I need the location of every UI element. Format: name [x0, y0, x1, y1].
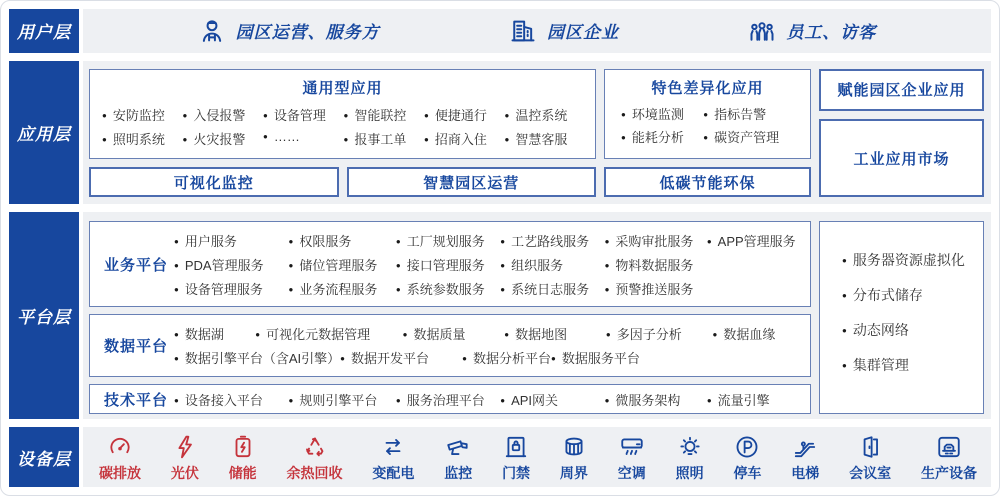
- platform-service-item: ● 用户服务: [174, 231, 289, 250]
- platform-service-item: ● 系统参数服务: [396, 279, 500, 298]
- ac-icon: [619, 434, 645, 460]
- platform-service-item: ● 业务流程服务: [289, 279, 396, 298]
- device-label: 照明: [675, 464, 704, 481]
- tech-platform-title: 技术平台: [103, 391, 168, 409]
- infrastructure-box: [819, 221, 984, 414]
- app-item: ● 便捷通行: [424, 105, 505, 124]
- business-row-1: [174, 231, 804, 250]
- platform-service-item: ● 可视化元数据管理: [255, 324, 402, 343]
- app-item: ● 指标告警: [703, 104, 802, 123]
- device-label: 余热回收: [286, 464, 343, 481]
- platform-service-item: ● 组织服务: [500, 255, 604, 274]
- platform-service-item: ● 微服务架构: [605, 390, 707, 409]
- data-row-2: [174, 348, 804, 367]
- tech-platform-items: [174, 385, 804, 413]
- special-apps-title: 特色差异化应用: [651, 79, 764, 97]
- app-item: ● 能耗分析: [621, 127, 703, 146]
- operator-icon: [198, 17, 226, 45]
- device-item: [287, 434, 343, 483]
- app-item: ● 环境监测: [621, 104, 703, 123]
- device-item: [618, 434, 646, 483]
- platform-service-item: ● 数据开发平台: [340, 348, 462, 367]
- low-carbon-box: 低碳节能环保: [604, 167, 811, 197]
- device-item: [733, 434, 761, 483]
- app-item: ● 招商入住: [424, 129, 505, 148]
- platform-service-item: ● 预警推送服务: [605, 279, 707, 298]
- lightning-icon: [172, 434, 198, 460]
- data-platform-box: [89, 314, 811, 377]
- app-item: ● 安防监控: [102, 105, 183, 124]
- platform-service-item: ● 设备接入平台: [174, 390, 289, 409]
- device-label: 空调: [617, 464, 646, 481]
- application-layer-row: [9, 61, 991, 205]
- gauge-icon: [107, 434, 133, 460]
- business-platform-items: [174, 222, 804, 306]
- battery-icon: [230, 434, 256, 460]
- user-group: [198, 17, 380, 45]
- app-item: ● 火灾报警: [183, 129, 264, 148]
- platform-service-item: ● 服务治理平台: [396, 390, 500, 409]
- enterprise-app-column: [819, 69, 984, 198]
- device-item: [560, 434, 588, 483]
- device-label: 储能: [228, 464, 257, 481]
- special-apps-box: [604, 69, 811, 160]
- light-icon: [677, 434, 703, 460]
- building-icon: [509, 17, 537, 45]
- infrastructure-item: ● 服务器资源虚拟化: [842, 250, 973, 270]
- platform-service-item: ● PDA管理服务: [174, 255, 289, 274]
- platform-service-item: ● 数据引擎平台（含AI引擎）: [174, 348, 340, 367]
- device-label: 周界: [559, 464, 588, 481]
- device-item: [502, 434, 530, 483]
- industrial-market-box: 工业应用市场: [819, 119, 984, 198]
- user-layer-row: [9, 9, 991, 53]
- application-layer-content: [83, 61, 991, 205]
- business-row-2: [174, 255, 804, 274]
- device-item: [171, 434, 199, 483]
- tech-platform-box: [89, 384, 811, 414]
- device-label: 电梯: [791, 464, 820, 481]
- app-item: ● ……: [263, 129, 344, 148]
- platform-service-item: ● 设备管理服务: [174, 279, 289, 298]
- app-item: ● 照明系统: [102, 129, 183, 148]
- platform-service-item: ● 数据血缘: [713, 324, 804, 343]
- platform-service-item: ● 物料数据服务: [605, 255, 707, 274]
- device-item: [372, 434, 414, 483]
- data-row-1: [174, 324, 804, 343]
- business-row-3: [174, 279, 804, 298]
- platform-service-item: ● 数据湖: [174, 324, 255, 343]
- special-apps-items: [605, 98, 810, 159]
- data-platform-title: 数据平台: [103, 338, 168, 356]
- layer-label-user: 用户层: [9, 9, 79, 53]
- platform-service-item: ● 采购审批服务: [605, 231, 707, 250]
- infrastructure-item: ● 动态网络: [842, 320, 973, 340]
- device-item: [791, 434, 819, 483]
- device-label: 停车: [733, 464, 762, 481]
- user-group: [509, 17, 619, 45]
- user-group-label: 园区企业: [546, 23, 619, 43]
- platform-boxes-column: [89, 221, 811, 414]
- cctv-icon: [445, 434, 471, 460]
- user-group: [748, 17, 876, 45]
- platform-service-item: ● API网关: [500, 390, 604, 409]
- platform-service-item: ● 权限服务: [289, 231, 396, 250]
- general-apps-title: 通用型应用: [302, 79, 383, 97]
- platform-service-item: ● 工厂规划服务: [396, 231, 500, 250]
- escalator-icon: [792, 434, 818, 460]
- layer-label-platform: 平台层: [9, 212, 79, 419]
- app-bottom-boxes: [89, 167, 596, 197]
- business-platform-box: [89, 221, 811, 307]
- user-group-label: 园区运营、服务方: [235, 23, 380, 43]
- device-item: [444, 434, 472, 483]
- app-item: ● 智慧客服: [505, 129, 586, 148]
- parking-icon: [734, 434, 760, 460]
- meeting-room-icon: [857, 434, 883, 460]
- infrastructure-item: ● 集群管理: [842, 355, 973, 375]
- platform-service-item: ● 系统日志服务: [500, 279, 604, 298]
- device-item: [849, 434, 891, 483]
- layer-label-app: 应用层: [9, 61, 79, 205]
- people-icon: [748, 17, 776, 45]
- platform-service-item: ● APP管理服务: [707, 231, 804, 250]
- app-item: ● 报事工单: [344, 129, 425, 148]
- app-item: ● 入侵报警: [183, 105, 264, 124]
- user-layer-content: [83, 9, 991, 53]
- device-label: 监控: [444, 464, 473, 481]
- platform-service-item: ● 数据服务平台: [551, 348, 640, 367]
- smart-park-operation-box: 智慧园区运营: [347, 167, 597, 197]
- visual-monitoring-box: 可视化监控: [89, 167, 339, 197]
- empower-enterprise-box: 赋能园区企业应用: [819, 69, 984, 111]
- platform-service-item: ● 流量引擎: [707, 390, 804, 409]
- platform-service-item: ● 多因子分析: [606, 324, 713, 343]
- tech-row-1: [174, 390, 804, 409]
- data-platform-items: [174, 315, 804, 376]
- device-item: [229, 434, 257, 483]
- device-item: [676, 434, 704, 483]
- platform-service-item: ● 工艺路线服务: [500, 231, 604, 250]
- swap-arrows-icon: [380, 434, 406, 460]
- platform-layer-content: [83, 212, 991, 419]
- app-item: ● 智能联控: [344, 105, 425, 124]
- device-layer-row: [9, 427, 991, 487]
- platform-service-item: ● 规则引擎平台: [289, 390, 396, 409]
- general-app-column: [89, 69, 596, 198]
- machine-icon: [936, 434, 962, 460]
- platform-service-item: ● 储位管理服务: [289, 255, 396, 274]
- platform-service-item: ● 数据分析平台: [462, 348, 551, 367]
- device-label: 生产设备: [920, 464, 977, 481]
- device-item: [921, 434, 977, 483]
- perimeter-icon: [561, 434, 587, 460]
- door-lock-icon: [503, 434, 529, 460]
- device-label: 碳排放: [99, 464, 141, 481]
- general-apps-box: [89, 69, 596, 160]
- layer-label-device: 设备层: [9, 427, 79, 487]
- device-label: 会议室: [849, 464, 892, 481]
- app-item: ● 温控系统: [505, 105, 586, 124]
- infrastructure-item: ● 分布式储存: [842, 285, 973, 305]
- user-group-label: 员工、访客: [786, 23, 877, 43]
- device-layer-content: [83, 427, 991, 487]
- device-item: [99, 434, 141, 483]
- platform-layer-row: [9, 212, 991, 419]
- app-item: ● 设备管理: [263, 105, 344, 124]
- business-platform-title: 业务平台: [103, 256, 168, 274]
- device-label: 变配电: [372, 464, 415, 481]
- general-apps-items: [90, 98, 595, 159]
- device-label: 门禁: [502, 464, 531, 481]
- app-item: ● 碳资产管理: [703, 127, 802, 146]
- device-label: 光伏: [170, 464, 199, 481]
- platform-service-item: ● 接口管理服务: [396, 255, 500, 274]
- platform-service-item: ● 数据质量: [403, 324, 505, 343]
- special-app-column: [604, 69, 811, 198]
- recycle-icon: [302, 434, 328, 460]
- platform-service-item: ● 数据地图: [504, 324, 606, 343]
